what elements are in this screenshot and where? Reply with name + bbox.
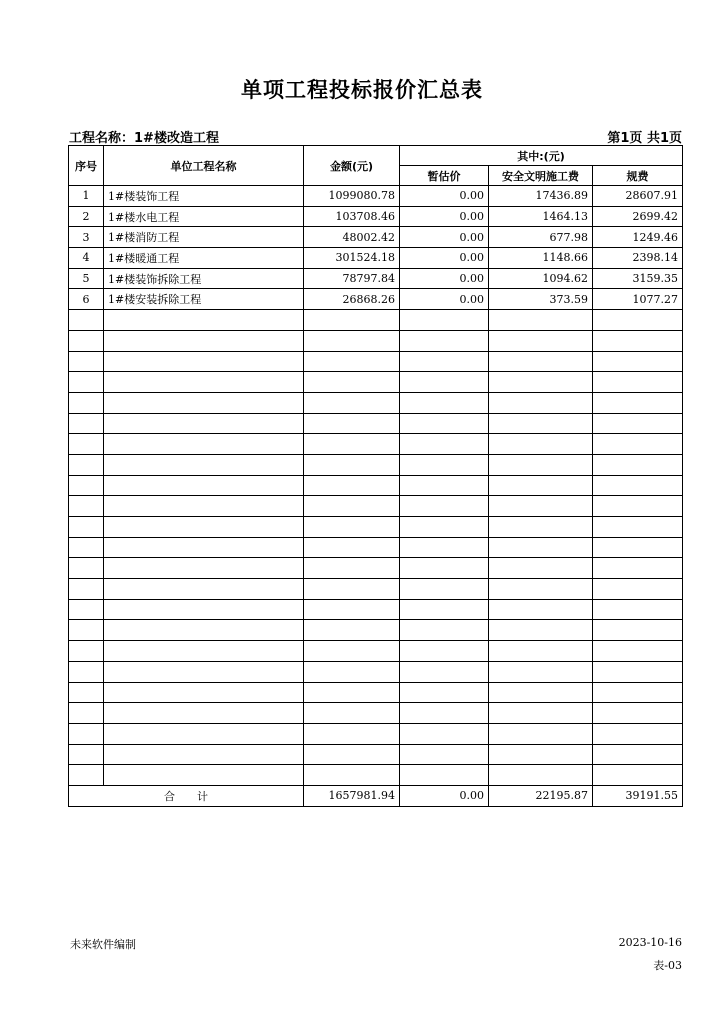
page-number: 第1页 共1页: [607, 131, 682, 146]
cell-name: [104, 351, 304, 372]
cell-fees: [593, 558, 683, 579]
empty-row: [69, 537, 683, 558]
cell-amount: 1099080.78: [304, 186, 400, 207]
cell-seq: [69, 641, 104, 662]
cell-name: [104, 434, 304, 455]
cell-amount: [304, 537, 400, 558]
cell-safety: [489, 765, 593, 786]
cell-seq: 2: [69, 206, 104, 227]
cell-name: [104, 537, 304, 558]
cell-safety: [489, 703, 593, 724]
cell-seq: [69, 454, 104, 475]
cell-fees: 2398.14: [593, 248, 683, 269]
cell-seq: 1: [69, 186, 104, 207]
cell-amount: [304, 682, 400, 703]
cell-safety: [489, 434, 593, 455]
cell-safety: 1464.13: [489, 206, 593, 227]
cell-fees: [593, 682, 683, 703]
empty-row: [69, 599, 683, 620]
cell-safety: 677.98: [489, 227, 593, 248]
cell-seq: [69, 765, 104, 786]
cell-name: [104, 392, 304, 413]
cell-safety: [489, 599, 593, 620]
cell-fees: [593, 661, 683, 682]
cell-fees: [593, 330, 683, 351]
summary-table: [68, 145, 683, 807]
table-body: [69, 186, 683, 786]
cell-safety: [489, 310, 593, 331]
cell-name: [104, 372, 304, 393]
cell-seq: [69, 599, 104, 620]
cell-amount: [304, 723, 400, 744]
cell-seq: [69, 558, 104, 579]
empty-row: [69, 475, 683, 496]
header-seq: 序号: [69, 146, 104, 186]
cell-safety: [489, 517, 593, 538]
cell-seq: [69, 392, 104, 413]
cell-name: [104, 599, 304, 620]
empty-row: [69, 372, 683, 393]
cell-provisional: 0.00: [400, 248, 489, 269]
cell-amount: [304, 351, 400, 372]
total-fees: 39191.55: [593, 785, 683, 806]
cell-safety: 17436.89: [489, 186, 593, 207]
cell-seq: [69, 310, 104, 331]
cell-provisional: 0.00: [400, 227, 489, 248]
cell-provisional: [400, 599, 489, 620]
cell-amount: [304, 372, 400, 393]
cell-name: [104, 641, 304, 662]
cell-safety: [489, 537, 593, 558]
cell-name: [104, 620, 304, 641]
table-number: 表-03: [653, 959, 682, 972]
cell-amount: [304, 641, 400, 662]
cell-provisional: 0.00: [400, 289, 489, 310]
cell-name: [104, 310, 304, 331]
cell-seq: 3: [69, 227, 104, 248]
cell-amount: [304, 434, 400, 455]
cell-name: [104, 558, 304, 579]
cell-fees: [593, 723, 683, 744]
table-row: [69, 227, 683, 248]
cell-safety: [489, 641, 593, 662]
header-provisional: 暂估价: [400, 166, 489, 186]
cell-name: [104, 579, 304, 600]
cell-amount: [304, 703, 400, 724]
cell-safety: [489, 351, 593, 372]
cell-amount: [304, 310, 400, 331]
cell-safety: 1094.62: [489, 268, 593, 289]
cell-safety: [489, 620, 593, 641]
cell-provisional: [400, 310, 489, 331]
cell-fees: [593, 496, 683, 517]
cell-safety: [489, 723, 593, 744]
cell-seq: [69, 413, 104, 434]
cell-amount: [304, 558, 400, 579]
cell-seq: 6: [69, 289, 104, 310]
cell-amount: 103708.46: [304, 206, 400, 227]
cell-amount: [304, 392, 400, 413]
cell-amount: [304, 744, 400, 765]
cell-amount: [304, 661, 400, 682]
cell-safety: [489, 330, 593, 351]
empty-row: [69, 517, 683, 538]
cell-fees: [593, 765, 683, 786]
cell-safety: [489, 579, 593, 600]
cell-provisional: [400, 392, 489, 413]
cell-name: [104, 744, 304, 765]
cell-fees: 1249.46: [593, 227, 683, 248]
empty-row: [69, 765, 683, 786]
cell-provisional: [400, 413, 489, 434]
cell-name: [104, 454, 304, 475]
cell-name: 1#楼装饰拆除工程: [104, 268, 304, 289]
cell-name: [104, 517, 304, 538]
page-title: 单项工程投标报价汇总表: [241, 78, 483, 102]
total-label: 合 计: [69, 785, 304, 806]
cell-name: 1#楼暖通工程: [104, 248, 304, 269]
cell-safety: 373.59: [489, 289, 593, 310]
cell-seq: [69, 330, 104, 351]
empty-row: [69, 558, 683, 579]
cell-amount: 301524.18: [304, 248, 400, 269]
cell-amount: [304, 496, 400, 517]
cell-amount: [304, 330, 400, 351]
cell-amount: [304, 475, 400, 496]
empty-row: [69, 310, 683, 331]
cell-safety: [489, 682, 593, 703]
cell-seq: [69, 579, 104, 600]
empty-row: [69, 682, 683, 703]
cell-fees: [593, 620, 683, 641]
cell-fees: [593, 703, 683, 724]
cell-safety: [489, 744, 593, 765]
header-safety: 安全文明施工费: [489, 166, 593, 186]
header-fees: 规费: [593, 166, 683, 186]
cell-provisional: [400, 517, 489, 538]
cell-provisional: [400, 661, 489, 682]
cell-seq: [69, 661, 104, 682]
cell-seq: [69, 351, 104, 372]
cell-fees: [593, 475, 683, 496]
empty-row: [69, 661, 683, 682]
cell-fees: [593, 310, 683, 331]
cell-fees: [593, 599, 683, 620]
cell-amount: [304, 620, 400, 641]
cell-fees: [593, 392, 683, 413]
cell-amount: 48002.42: [304, 227, 400, 248]
cell-provisional: [400, 558, 489, 579]
empty-row: [69, 641, 683, 662]
cell-name: 1#楼消防工程: [104, 227, 304, 248]
cell-provisional: [400, 475, 489, 496]
cell-fees: 2699.42: [593, 206, 683, 227]
project-name: 工程名称：1#楼改造工程: [69, 131, 219, 146]
cell-seq: [69, 496, 104, 517]
cell-amount: 26868.26: [304, 289, 400, 310]
cell-provisional: [400, 723, 489, 744]
header-including: 其中:(元): [400, 146, 683, 166]
empty-row: [69, 496, 683, 517]
cell-name: [104, 682, 304, 703]
cell-name: [104, 723, 304, 744]
cell-safety: [489, 413, 593, 434]
cell-provisional: [400, 682, 489, 703]
cell-safety: [489, 496, 593, 517]
empty-row: [69, 744, 683, 765]
cell-seq: [69, 620, 104, 641]
cell-provisional: [400, 620, 489, 641]
cell-seq: [69, 475, 104, 496]
print-date: 2023-10-16: [618, 936, 682, 949]
cell-seq: [69, 703, 104, 724]
empty-row: [69, 454, 683, 475]
cell-safety: [489, 558, 593, 579]
cell-provisional: [400, 579, 489, 600]
cell-name: [104, 661, 304, 682]
cell-fees: [593, 351, 683, 372]
cell-safety: [489, 372, 593, 393]
cell-seq: 4: [69, 248, 104, 269]
cell-name: 1#楼水电工程: [104, 206, 304, 227]
empty-row: [69, 330, 683, 351]
cell-fees: [593, 537, 683, 558]
cell-provisional: [400, 537, 489, 558]
table-row: [69, 289, 683, 310]
total-amount: 1657981.94: [304, 785, 400, 806]
empty-row: [69, 703, 683, 724]
software-credit: 未来软件编制: [70, 938, 136, 951]
cell-seq: [69, 744, 104, 765]
cell-name: 1#楼装饰工程: [104, 186, 304, 207]
header-name: 单位工程名称: [104, 146, 304, 186]
cell-fees: 28607.91: [593, 186, 683, 207]
cell-seq: [69, 434, 104, 455]
cell-amount: 78797.84: [304, 268, 400, 289]
cell-fees: [593, 744, 683, 765]
cell-name: [104, 413, 304, 434]
cell-safety: [489, 454, 593, 475]
cell-provisional: [400, 330, 489, 351]
cell-seq: [69, 372, 104, 393]
table-row: [69, 268, 683, 289]
cell-seq: [69, 723, 104, 744]
cell-amount: [304, 413, 400, 434]
total-provisional: 0.00: [400, 785, 489, 806]
cell-provisional: [400, 434, 489, 455]
cell-provisional: 0.00: [400, 206, 489, 227]
cell-fees: 3159.35: [593, 268, 683, 289]
cell-fees: 1077.27: [593, 289, 683, 310]
empty-row: [69, 392, 683, 413]
cell-fees: [593, 517, 683, 538]
cell-fees: [593, 413, 683, 434]
empty-row: [69, 434, 683, 455]
cell-provisional: 0.00: [400, 186, 489, 207]
cell-seq: [69, 682, 104, 703]
cell-amount: [304, 454, 400, 475]
cell-name: [104, 496, 304, 517]
cell-provisional: [400, 454, 489, 475]
total-row: [69, 785, 683, 806]
empty-row: [69, 351, 683, 372]
cell-amount: [304, 579, 400, 600]
empty-row: [69, 413, 683, 434]
cell-seq: [69, 517, 104, 538]
empty-row: [69, 579, 683, 600]
table-row: [69, 206, 683, 227]
cell-name: [104, 703, 304, 724]
cell-fees: [593, 372, 683, 393]
cell-name: [104, 765, 304, 786]
table-row: [69, 186, 683, 207]
cell-safety: [489, 475, 593, 496]
table-row: [69, 248, 683, 269]
cell-name: [104, 330, 304, 351]
cell-fees: [593, 434, 683, 455]
cell-provisional: 0.00: [400, 268, 489, 289]
cell-provisional: [400, 641, 489, 662]
empty-row: [69, 723, 683, 744]
header-amount: 金额(元): [304, 146, 400, 186]
cell-provisional: [400, 496, 489, 517]
cell-provisional: [400, 744, 489, 765]
cell-name: [104, 475, 304, 496]
cell-fees: [593, 641, 683, 662]
cell-amount: [304, 599, 400, 620]
empty-row: [69, 620, 683, 641]
cell-provisional: [400, 703, 489, 724]
cell-amount: [304, 765, 400, 786]
cell-fees: [593, 579, 683, 600]
cell-provisional: [400, 351, 489, 372]
cell-safety: 1148.66: [489, 248, 593, 269]
cell-safety: [489, 392, 593, 413]
cell-seq: [69, 537, 104, 558]
cell-amount: [304, 517, 400, 538]
cell-name: 1#楼安装拆除工程: [104, 289, 304, 310]
cell-fees: [593, 454, 683, 475]
cell-safety: [489, 661, 593, 682]
cell-provisional: [400, 765, 489, 786]
cell-seq: 5: [69, 268, 104, 289]
total-safety: 22195.87: [489, 785, 593, 806]
cell-provisional: [400, 372, 489, 393]
